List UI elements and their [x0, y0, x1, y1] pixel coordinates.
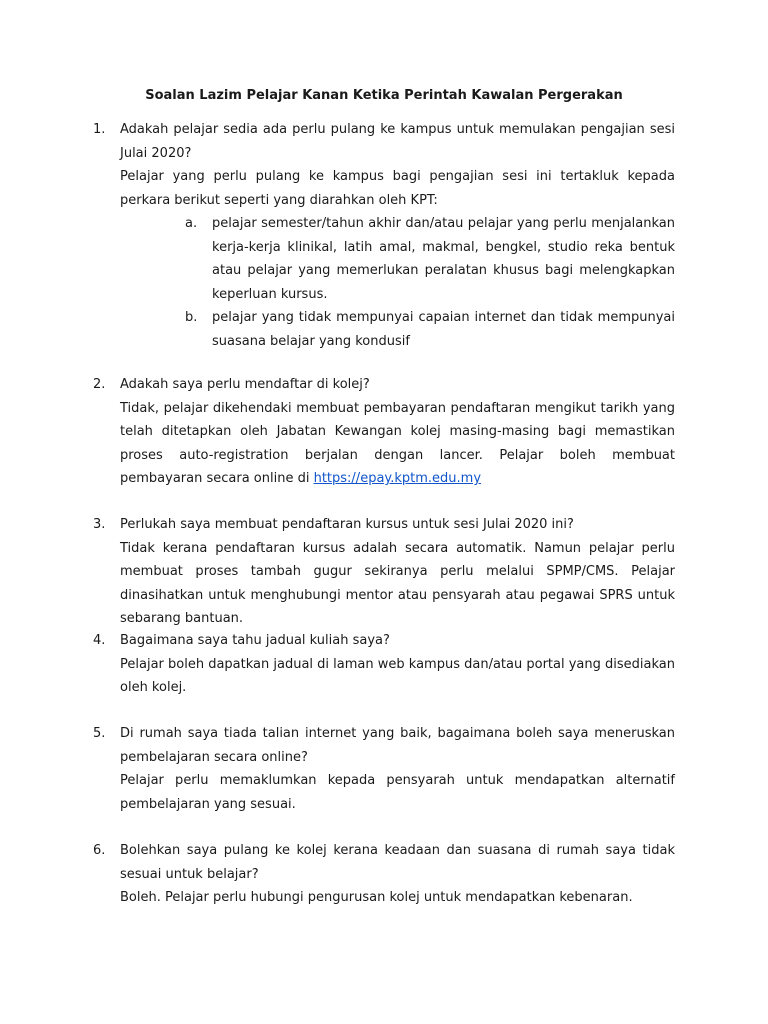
answer-text: Pelajar perlu memaklumkan kepada pensyarah untuk mendapatkan alternatif pembelajaran yang sesuai.	[120, 773, 675, 812]
faq-item-4	[93, 629, 675, 700]
sub-item-a	[185, 212, 675, 306]
question-text: Di rumah saya tiada talian internet yang baik, bagaimana boleh saya meneruskan pembelajaran secara online?	[120, 726, 675, 765]
sub-item-text: pelajar yang tidak mempunyai capaian internet dan tidak mempunyai suasana belajar yang kondusif	[212, 310, 675, 349]
faq-item-6	[93, 839, 675, 910]
page-title: Soalan Lazim Pelajar Kanan Ketika Perintah Kawalan Pergerakan	[145, 88, 623, 103]
answer-text: Tidak, pelajar dikehendaki membuat pembayaran pendaftaran mengikut tarikh yang telah ditetapkan oleh Jabatan Kewangan kolej masing-masing bagi memastikan proses auto-registration berjalan dengan lancer. Pelajar boleh membuat pembayaran secara online di	[120, 400, 675, 486]
question-text: Adakah pelajar sedia ada perlu pulang ke kampus untuk memulakan pengajian sesi Julai 2020?	[120, 122, 675, 161]
answer-text: Boleh. Pelajar perlu hubungi pengurusan kolej untuk mendapatkan kebenaran.	[120, 890, 633, 905]
item-number: 5.	[93, 726, 106, 741]
item-number: 1.	[93, 122, 106, 137]
answer-text: Tidak kerana pendaftaran kursus adalah secara automatik. Namun pelajar perlu membuat proses tambah gugur sekiranya perlu melalui SPMP/CMS. Pelajar dinasihatkan untuk menghubungi mentor atau pensyarah atau pegawai SPRS untuk sebarang bantuan.	[120, 540, 675, 626]
sub-item-b	[185, 306, 675, 353]
answer-paragraph	[120, 397, 675, 491]
question-text: Bagaimana saya tahu jadual kuliah saya?	[120, 633, 390, 648]
faq-item-3	[93, 513, 675, 631]
sub-item-text: pelajar semester/tahun akhir dan/atau pelajar yang perlu menjalankan kerja-kerja klinikal, latih amal, makmal, bengkel, studio reka bentuk atau pelajar yang memerlukan peralatan khusus bagi melengkapkan keperluan kursus.	[212, 216, 675, 302]
faq-item-1	[93, 118, 675, 353]
item-number: 3.	[93, 517, 106, 532]
item-number: 2.	[93, 377, 106, 392]
question-text: Bolehkan saya pulang ke kolej kerana keadaan dan suasana di rumah saya tidak sesuai untuk belajar?	[120, 843, 675, 882]
sub-item-letter: a.	[185, 216, 198, 231]
item-number: 4.	[93, 633, 106, 648]
item-number: 6.	[93, 843, 106, 858]
answer-text: Pelajar yang perlu pulang ke kampus bagi pengajian sesi ini tertakluk kepada perkara berikut seperti yang diarahkan oleh KPT:	[120, 169, 675, 208]
faq-item-5	[93, 722, 675, 816]
epay-link[interactable]: https://epay.kptm.edu.my	[313, 471, 482, 486]
answer-text: Pelajar boleh dapatkan jadual di laman web kampus dan/atau portal yang disediakan oleh kolej.	[120, 656, 675, 695]
question-text: Perlukah saya membuat pendaftaran kursus untuk sesi Julai 2020 ini?	[120, 517, 574, 532]
faq-item-2	[93, 373, 675, 491]
sub-item-letter: b.	[185, 310, 198, 325]
question-text: Adakah saya perlu mendaftar di kolej?	[120, 377, 370, 392]
